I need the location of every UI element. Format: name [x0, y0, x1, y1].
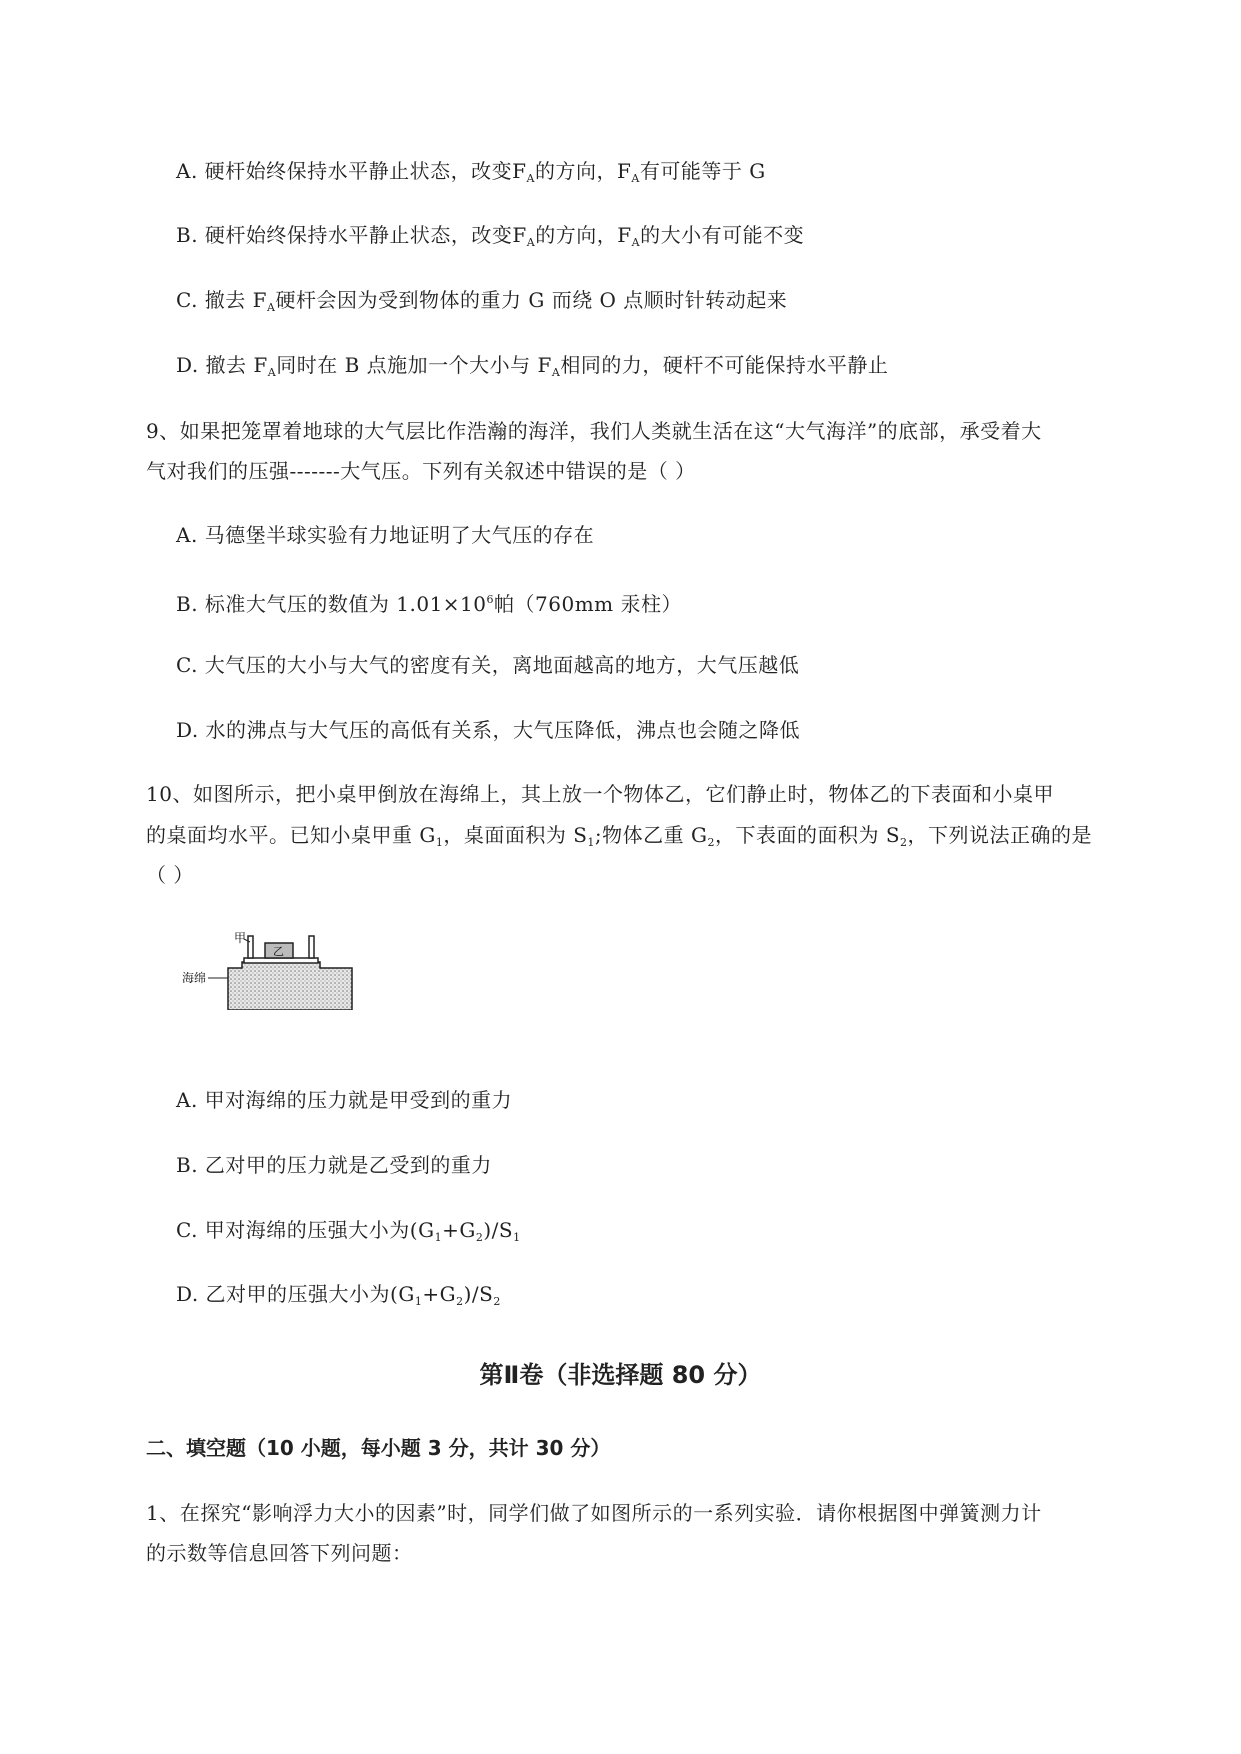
table-leg-right — [309, 936, 314, 958]
label-yi: 乙 — [273, 945, 284, 958]
q9-stem-line-2: 气对我们的压强-------大气压。下列有关叙述中错误的是（ ） — [146, 459, 696, 483]
q9-stem-line-1: 9、如果把笼罩着地球的大气层比作浩瀚的海洋，我们人类就生活在这“大气海洋”的底部，承受着大 — [146, 419, 1042, 443]
q9-option-b: B. 标准大气压的数值为 $1.01\times 10^6$帕（760mm 汞柱） — [176, 592, 682, 616]
q10-option-d: D. 乙对甲的压强大小为$(G_1+G_2)/S_2$ — [176, 1282, 501, 1308]
section-subhead: 二、填空题（10 小题，每小题 3 分，共计 30 分） — [146, 1436, 611, 1460]
fill1-line-1: 1、在探究“影响浮力大小的因素”时，同学们做了如图所示的一系列实验．请你根据图中弹簧测力计 — [146, 1501, 1042, 1525]
label-jia: 甲 — [234, 931, 247, 945]
label-sponge: 海绵 — [182, 971, 207, 985]
q8-option-b: B. 硬杆始终保持水平静止状态，改变$F_A$的方向，$F_A$的大小有可能不变 — [176, 223, 805, 249]
q8-option-d: D. 撤去 $F_A$同时在 B 点施加一个大小与 $F_A$相同的力，硬杆不可能保持水平静止 — [176, 353, 889, 379]
q10-option-a: A. 甲对海绵的压力就是甲受到的重力 — [176, 1088, 513, 1112]
q10-stem-line-1: 10、如图所示，把小桌甲倒放在海绵上，其上放一个物体乙，它们静止时，物体乙的下表面和小桌甲 — [146, 782, 1054, 806]
fill1-line-2: 的示数等信息回答下列问题： — [146, 1541, 413, 1565]
q10-stem-line-3: （ ） — [146, 863, 194, 887]
q8-option-c: C. 撤去 $F_A$硬杆会因为受到物体的重力 G 而绕 O 点顺时针转动起来 — [176, 288, 788, 314]
q10-option-c: C. 甲对海绵的压强大小为$(G_1+G_2)/S_1$ — [176, 1218, 521, 1244]
q10-option-b: B. 乙对甲的压力就是乙受到的重力 — [176, 1153, 492, 1177]
q10-stem-line-2: 的桌面均水平。已知小桌甲重 $G_1$，桌面面积为 $S_1$;物体乙重 $G_2$，下表面的面积为 $S_2$，下列说法正确的是 — [146, 823, 1093, 849]
q9-option-a: A. 马德堡半球实验有力地证明了大气压的存在 — [176, 523, 595, 547]
sponge-block — [228, 962, 352, 1010]
q9-option-c: C. 大气压的大小与大气的密度有关，离地面越高的地方，大气压越低 — [176, 653, 800, 677]
q8-option-a: A. 硬杆始终保持水平静止状态，改变$F_A$的方向，$F_A$有可能等于 G — [176, 159, 766, 185]
section-title: 第Ⅱ卷（非选择题 80 分） — [479, 1361, 762, 1389]
sponge-table-figure — [170, 930, 360, 1010]
table-leg-left — [248, 936, 253, 958]
q9-option-d: D. 水的沸点与大气压的高低有关系，大气压降低，沸点也会随之降低 — [176, 718, 801, 742]
